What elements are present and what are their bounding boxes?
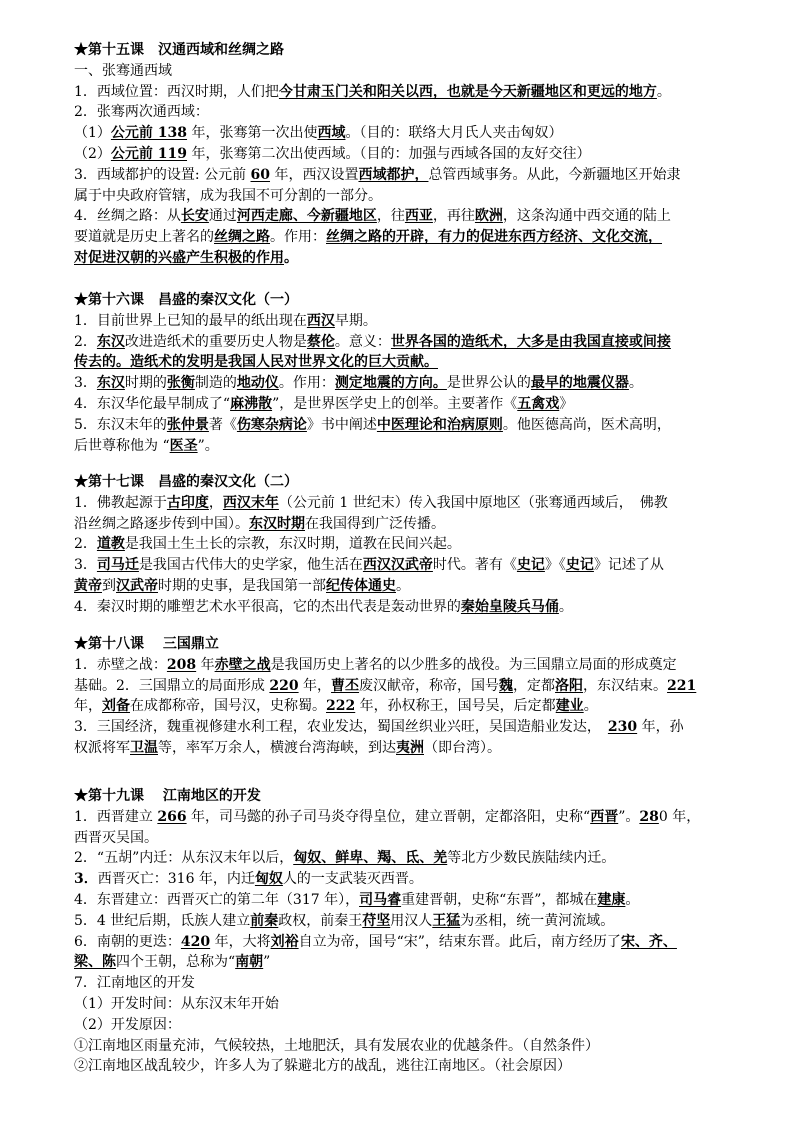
- text-line: [74, 807, 764, 828]
- key-term: 420: [180, 933, 211, 950]
- text-run: 等北方少数民族陆续内迁。: [447, 850, 616, 867]
- key-term: 60: [250, 166, 271, 183]
- heading-text: ★第十七课 昌盛的秦汉文化（二）: [74, 474, 298, 490]
- text-run: 是世界公认的: [446, 375, 531, 392]
- text-run: 1．赤壁之战：: [74, 656, 167, 673]
- key-term: 东汉时期: [249, 515, 305, 532]
- key-term: 梁、陈: [74, 954, 116, 971]
- lesson-section-5: [74, 786, 764, 1077]
- key-term: 刘裕: [270, 933, 299, 950]
- text-run: ①江南地区雨量充沛，气候较热，土地肥沃，具有发展农业的优越条件。（自然条件）: [74, 1037, 599, 1054]
- text-line: [74, 144, 764, 165]
- text-line: [74, 415, 764, 436]
- text-run: 。: [284, 249, 298, 266]
- text-run: 年，西汉设置: [270, 166, 359, 183]
- text-run: 。他医德高尚，医术高明，: [502, 416, 671, 433]
- text-line: [74, 311, 764, 332]
- key-term: 王猛: [432, 912, 461, 929]
- key-term: 长安: [180, 208, 209, 225]
- lesson-heading: [74, 786, 764, 807]
- text-line: [74, 394, 764, 415]
- text-run: 在我国得到广泛传播。: [305, 515, 445, 532]
- text-run: ，往: [376, 208, 405, 225]
- key-term: 西亚: [404, 208, 433, 225]
- text-line: [74, 186, 764, 207]
- text-run: 2．张骞两次通西域：: [74, 104, 209, 121]
- text-line: [74, 911, 764, 932]
- text-line: [74, 890, 764, 911]
- text-line: [74, 848, 764, 869]
- text-run: 年，张骞第一次出使: [187, 125, 318, 142]
- key-term: 张衡: [166, 375, 195, 392]
- text-run: ”: [263, 954, 271, 971]
- key-term: 伤寒杂病论: [236, 416, 307, 433]
- text-run: 0 年，: [658, 808, 701, 825]
- text-run: 年: [196, 656, 215, 673]
- lesson-section-4: [74, 634, 764, 759]
- text-run: 1．佛教起源于: [74, 494, 167, 511]
- text-run: 。: [396, 577, 410, 594]
- key-term: 古印度: [166, 494, 209, 511]
- text-run: （2）: [74, 145, 111, 162]
- lesson-heading: [74, 634, 764, 655]
- key-term: 建业: [555, 698, 584, 715]
- text-line: [74, 123, 764, 144]
- heading-text: ★第十九课 江南地区的开发: [74, 788, 261, 804]
- text-run: 。: [656, 83, 671, 100]
- heading-text: ★第十六课 昌盛的秦汉文化（一）: [74, 292, 298, 308]
- text-run: 6．南朝的更迭：: [74, 933, 181, 950]
- key-term: 221: [667, 677, 697, 694]
- text-run: 。: [625, 891, 640, 908]
- heading-text: ★第十八课 三国鼎立: [74, 636, 219, 652]
- text-run: 1．西晋建立: [74, 808, 158, 825]
- lesson-section-2: [74, 290, 764, 456]
- text-line: [74, 696, 764, 717]
- text-run: 2．: [74, 333, 97, 350]
- text-line: [74, 534, 764, 555]
- key-term: 28: [639, 808, 659, 825]
- text-line: [74, 102, 764, 123]
- key-term: 南朝: [235, 954, 264, 971]
- key-term: 前秦: [250, 912, 279, 929]
- text-line: [74, 61, 764, 82]
- text-line: [74, 655, 764, 676]
- text-line: [74, 165, 764, 186]
- text-run: 废汉献帝，称帝，国号: [359, 677, 500, 694]
- text-line: [74, 555, 764, 576]
- text-line: [74, 973, 764, 994]
- key-term: 史记: [516, 557, 545, 574]
- text-run: 改进造纸术的重要历史人物是: [124, 333, 307, 350]
- text-run: 四个王朝，总称为“: [116, 954, 236, 971]
- text-line: [74, 828, 764, 849]
- text-run: 》书中阐述: [306, 416, 377, 433]
- text-run: 年，: [298, 677, 332, 694]
- text-line: [74, 248, 764, 269]
- text-run: 。作用：: [270, 229, 326, 246]
- text-run: 2．“五胡”内迁：从东汉末年以后，: [74, 850, 294, 867]
- key-term: 夷洲: [396, 739, 424, 756]
- text-run: ，再往: [432, 208, 475, 225]
- text-run: 一、张骞通西域: [74, 62, 172, 79]
- text-line: [74, 332, 764, 353]
- key-term: 西汉汉武帝: [362, 557, 433, 574]
- key-term: 秦始皇陵兵马俑: [460, 598, 559, 615]
- text-run: 总管西域事务。从此，今新疆地区开始隶: [428, 166, 681, 183]
- key-term: 麻沸散: [230, 395, 273, 412]
- text-run: 用汉人: [390, 912, 433, 929]
- key-term: 五禽戏: [517, 395, 560, 412]
- text-run: 。: [583, 698, 598, 715]
- text-run: 属于中央政府管辖，成为我国不可分割的一部分。: [74, 187, 382, 204]
- text-run: 3．: [74, 375, 97, 392]
- key-term: 西汉: [306, 312, 335, 329]
- text-line: [74, 994, 764, 1015]
- key-term: 西域: [317, 125, 346, 142]
- lesson-heading: [74, 472, 764, 493]
- key-term: 河西走廊、今新疆地区: [236, 208, 377, 225]
- text-run: 。（目的：联络大月氏人夹击匈奴）: [345, 125, 563, 142]
- text-line: [74, 576, 764, 597]
- text-run: 年，司马懿的孙子司马炎夺得皇位，建立晋朝，定都洛阳，史称“: [186, 808, 591, 825]
- text-run: 等，率军万余人，横渡台湾海峡，到达: [158, 739, 396, 756]
- text-run: 。意义：: [334, 333, 391, 350]
- text-line: [74, 869, 764, 890]
- key-term: 公元前 119: [110, 145, 188, 162]
- text-run: 》: [559, 395, 574, 412]
- text-run: 年，孙权称王，国号吴，后定都: [355, 698, 556, 715]
- key-term: 西晋: [590, 808, 619, 825]
- text-run: 4．东晋建立：西晋灭亡的第二年（317 年），: [74, 891, 360, 908]
- key-term: 司马睿: [359, 891, 402, 908]
- key-term: 266: [157, 808, 187, 825]
- text-run: 4．东汉华佗最早制成了“: [74, 395, 231, 412]
- text-run: 5．东汉末年的: [74, 416, 167, 433]
- key-term: 丝绸之路: [214, 229, 270, 246]
- key-term: 洛阳: [555, 677, 584, 694]
- text-run: （公元前 1 世纪末）传入我国中原地区（张骞通西域后， 佛教: [278, 494, 668, 511]
- text-run: 制造的: [194, 375, 237, 392]
- text-run: ，这条沟通中西交通的陆上: [502, 208, 671, 225]
- text-run: （1）: [74, 125, 111, 142]
- text-run: 5．4 世纪后期，氐族人建立: [74, 912, 251, 929]
- key-term: 刘备: [102, 698, 130, 715]
- lesson-section-3: [74, 472, 764, 618]
- text-line: [74, 1056, 764, 1077]
- heading-text: ★第十五课 汉通西域和丝绸之路: [74, 42, 284, 58]
- text-run: 。作用：: [278, 375, 335, 392]
- key-term: 最早的地震仪器: [530, 375, 629, 392]
- text-run: 年，孙: [637, 719, 684, 736]
- text-run: ”。: [618, 808, 640, 825]
- key-term: 司马迁: [96, 557, 139, 574]
- text-run: 西晋灭亡：316 年，内迁: [97, 871, 255, 888]
- key-term: 222: [326, 698, 356, 715]
- text-run: 自立为帝，国号“宋”，结束东晋。此后，南方经历了: [298, 933, 621, 950]
- key-term: 测定地震的方向。: [334, 375, 447, 392]
- text-run: 在成都称帝，国号汉，史称蜀。: [130, 698, 326, 715]
- text-run: 政权，前秦王: [278, 912, 363, 929]
- text-run: 西晋灭吴国。: [74, 829, 158, 846]
- text-run: 要道就是历史上著名的: [74, 229, 214, 246]
- text-run: 3．: [74, 557, 97, 574]
- key-term: 欧洲: [474, 208, 503, 225]
- text-line: [74, 952, 764, 973]
- key-term: 西域都护，: [358, 166, 429, 183]
- text-run: 》《: [544, 557, 566, 574]
- key-term: 建康: [597, 891, 626, 908]
- text-run: 2．: [74, 536, 97, 553]
- text-line: [74, 493, 764, 514]
- key-term: 东汉: [96, 375, 125, 392]
- text-run: 后世尊称他为 “: [74, 437, 170, 454]
- key-term: 黄帝: [74, 577, 102, 594]
- key-term: 东汉: [96, 333, 125, 350]
- text-run: 1．目前世界上已知的最早的纸出现在: [74, 312, 307, 329]
- text-run: 年，大将: [210, 933, 271, 950]
- text-run: ，定都: [513, 677, 556, 694]
- text-run: 基础。2．三国鼎立的局面形成: [74, 677, 270, 694]
- key-term: 张仲景: [166, 416, 209, 433]
- text-line: [74, 514, 764, 535]
- text-line: [74, 352, 764, 373]
- text-run: ②江南地区战乱较少，许多人为了躲避北方的战乱，逃往江南地区。（社会原因）: [74, 1058, 571, 1075]
- text-run: 沿丝绸之路逐步传到中国）。: [74, 515, 249, 532]
- key-term: 地动仪: [236, 375, 279, 392]
- text-line: [74, 1036, 764, 1057]
- key-term: 匈奴: [254, 871, 283, 888]
- text-line: [74, 1015, 764, 1036]
- key-term: 今甘肃玉门关和阳关以西，也就是今天新疆地区和更远的地方: [278, 83, 657, 100]
- key-term: 世界各国的造纸术，大多是由我国直接或间接: [390, 333, 671, 350]
- key-term: 208: [166, 656, 197, 673]
- lesson-heading: [74, 40, 764, 61]
- key-term: 汉武帝: [116, 577, 158, 594]
- key-term: 宋、齐、: [620, 933, 677, 950]
- text-run: 3．西域都护的设置: 公元前: [74, 166, 251, 183]
- key-term: 220: [269, 677, 299, 694]
- text-run: 》记述了从: [593, 557, 664, 574]
- text-line: [74, 206, 764, 227]
- text-run: 权派将军: [74, 739, 130, 756]
- key-term: 西汉末年: [222, 494, 279, 511]
- text-line: [74, 932, 764, 953]
- text-run: 年，张骞第二次出使西域。（目的：加强与西域各国的友好交往）: [187, 145, 591, 162]
- text-run: 为丞相，统一黄河流域。: [460, 912, 615, 929]
- text-run: 3．: [74, 871, 98, 888]
- text-run: （即台湾）。: [424, 739, 501, 756]
- text-line: [74, 717, 764, 738]
- key-term: 魏: [499, 677, 514, 694]
- key-term: 中医理论和治病原则: [376, 416, 503, 433]
- text-run: 年，: [74, 698, 102, 715]
- key-term: 丝绸之路的开辟，有力的促进东西方经济、文化交流，: [326, 229, 662, 246]
- text-run: 。: [558, 598, 573, 615]
- key-term: 苻坚: [362, 912, 391, 929]
- key-term: 蔡伦: [306, 333, 335, 350]
- text-run: 通过: [208, 208, 237, 225]
- text-run: 人的一支武装灭西晋。: [282, 871, 423, 888]
- text-run: 到: [102, 577, 116, 594]
- text-run: 是我国古代伟大的史学家，他生活在: [138, 557, 363, 574]
- text-run: 著《: [208, 416, 237, 433]
- text-run: 7．江南地区的开发: [74, 975, 195, 992]
- text-run: （2）开发原因：: [74, 1016, 181, 1033]
- lesson-section-1: [74, 40, 764, 269]
- lesson-heading: [74, 290, 764, 311]
- text-run: 早期。: [334, 312, 377, 329]
- key-term: 赤壁之战: [214, 656, 271, 673]
- key-term: 医圣: [169, 437, 198, 454]
- text-run: ，东汉结束。: [583, 677, 668, 694]
- key-term: 传去的。造纸术的发明是我国人民对世界文化的巨大贡献。: [74, 354, 438, 371]
- text-run: 时期的: [124, 375, 167, 392]
- key-term: 匈奴、鲜卑、羯、氐、羌: [293, 850, 448, 867]
- text-run: ，: [208, 494, 223, 511]
- text-run: 。: [628, 375, 643, 392]
- text-line: [74, 373, 764, 394]
- text-run: ”。: [197, 437, 219, 454]
- key-term: 对促进汉朝的兴盛产生积极的作用: [74, 249, 284, 266]
- key-term: 道教: [96, 536, 125, 553]
- key-term: 公元前 138: [110, 125, 188, 142]
- text-run: 4．丝绸之路：从: [74, 208, 181, 225]
- text-run: ”，是世界医学史上的创举。主要著作《: [272, 395, 518, 412]
- text-line: [74, 436, 764, 457]
- text-run: 时代。著有《: [432, 557, 517, 574]
- text-line: [74, 597, 764, 618]
- text-run: 是我国历史上著名的以少胜多的战役。为三国鼎立局面的形成奠定: [270, 656, 677, 673]
- key-term: 纪传体通史: [326, 577, 396, 594]
- text-run: （1）开发时间：从东汉末年开始: [74, 995, 279, 1012]
- text-line: [74, 227, 764, 248]
- text-run: 3．三国经济，魏重视修建水利工程，农业发达，蜀国丝织业兴旺，吴国造船业发达，: [74, 719, 608, 736]
- key-term: 卫温: [130, 739, 158, 756]
- text-run: 重建晋朝，史称“东晋”，都城在: [401, 891, 598, 908]
- key-term: 230: [607, 719, 638, 736]
- text-run: 4．秦汉时期的雕塑艺术水平很高，它的杰出代表是轰动世界的: [74, 598, 461, 615]
- text-run: 是我国土生土长的宗教，东汉时期，道教在民间兴起。: [124, 536, 461, 553]
- text-line: [74, 738, 764, 759]
- text-line: [74, 676, 764, 697]
- text-run: 1．西域位置：西汉时期，人们把: [74, 83, 279, 100]
- key-term: 曹丕: [331, 677, 360, 694]
- key-term: 史记: [565, 557, 594, 574]
- text-run: 时期的史事，是我国第一部: [158, 577, 326, 594]
- text-line: [74, 82, 764, 103]
